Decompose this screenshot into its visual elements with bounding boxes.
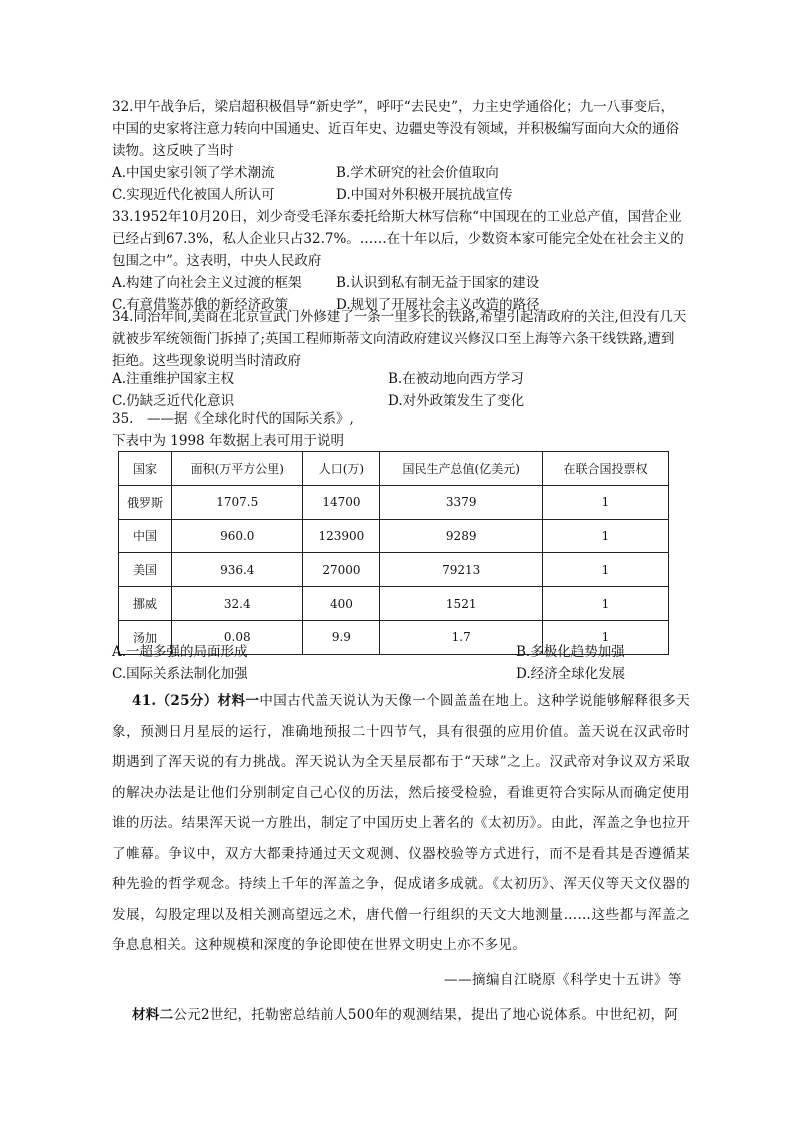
question-34-options bbox=[112, 368, 687, 412]
table-cell: 汤加 bbox=[119, 620, 172, 654]
option-a: A.中国史家引领了学术潮流 bbox=[112, 165, 275, 181]
table-cell: 俄罗斯 bbox=[119, 485, 172, 519]
question-35-stem: 下表中为 1998 年数据上表可用于说明 bbox=[112, 433, 344, 449]
data-table bbox=[118, 451, 669, 655]
option-d: D.对外政策发生了变化 bbox=[388, 393, 525, 409]
table-cell: 9289 bbox=[380, 519, 543, 553]
table-header-row bbox=[119, 452, 669, 486]
table-row bbox=[119, 485, 669, 519]
question-32 bbox=[112, 96, 687, 162]
table-cell: 14700 bbox=[303, 485, 380, 519]
table-cell: 27000 bbox=[303, 553, 380, 587]
option-b: B.在被动地向西方学习 bbox=[388, 371, 524, 387]
option-d: D.中国对外积极开展抗战宣传 bbox=[336, 187, 513, 203]
table-header: 国民生产总值(亿美元) bbox=[380, 452, 543, 486]
table-cell: 1707.5 bbox=[172, 485, 303, 519]
table-header: 国家 bbox=[119, 452, 172, 486]
question-41-label: 41.（25分）材料一 bbox=[132, 693, 260, 709]
material-2-label: 材料二 bbox=[132, 1007, 174, 1023]
table-cell: 1 bbox=[542, 553, 668, 587]
option-b: B.学术研究的社会价值取向 bbox=[336, 165, 499, 181]
material-1-source: ——摘编自江晓原《科学史十五讲》等 bbox=[444, 972, 682, 988]
table-cell: 400 bbox=[303, 587, 380, 621]
question-32-options bbox=[112, 162, 687, 206]
table-cell: 挪威 bbox=[119, 587, 172, 621]
option-a: A.构建了向社会主义过渡的框架 bbox=[112, 275, 302, 291]
table-cell: 936.4 bbox=[172, 553, 303, 587]
option-d: D.规划了开展社会主义改造的路径 bbox=[336, 297, 540, 313]
table-cell: 1 bbox=[542, 587, 668, 621]
table-header: 在联合国投票权 bbox=[542, 452, 668, 486]
question-35-source: 35. ——据《全球化时代的国际关系》, bbox=[112, 411, 354, 427]
option-c: C.国际关系法制化加强 bbox=[112, 666, 248, 682]
table-cell: 32.4 bbox=[172, 587, 303, 621]
question-41-material-1 bbox=[112, 686, 690, 961]
option-b: B.多极化趋势加强 bbox=[516, 644, 625, 660]
table-cell: 1521 bbox=[380, 587, 543, 621]
table-cell: 123900 bbox=[303, 519, 380, 553]
table-cell: 中国 bbox=[119, 519, 172, 553]
table-cell: 1 bbox=[542, 485, 668, 519]
question-34-stem: 34.同治年间,美商在北京宣武门外修建了一条一里多长的铁路,希望引起清政府的关注,但没有几天就被步军统领衙门拆掉了;英国工程师斯蒂文向清政府建议兴修汉口至上海等六条干线铁路,遭到拒绝。这些现象说明当时清政府 bbox=[112, 309, 687, 369]
option-a: A.一超多强的局面形成 bbox=[112, 644, 248, 660]
table-row bbox=[119, 553, 669, 587]
option-d: D.经济全球化发展 bbox=[516, 666, 626, 682]
question-34 bbox=[112, 306, 687, 372]
question-35-options bbox=[112, 641, 687, 685]
option-b: B.认识到私有制无益于国家的建设 bbox=[336, 275, 540, 291]
option-c: C.有意借鉴苏俄的新经济政策 bbox=[112, 297, 289, 313]
table-cell: 960.0 bbox=[172, 519, 303, 553]
table-cell: 1.7 bbox=[380, 620, 543, 654]
question-32-stem: 32.甲午战争后，梁启超积极倡导“新史学”，呼吁“去民史”，力主史学通俗化；九一八事变后，中国的史家将注意力转向中国通史、近百年史、边疆史等没有领域，并积极编写面向大众的通俗读物。这反映了当时 bbox=[112, 99, 679, 159]
table-cell: 1 bbox=[542, 519, 668, 553]
table-cell: 1 bbox=[542, 620, 668, 654]
option-a: A.注重维护国家主权 bbox=[112, 371, 235, 387]
question-41-material-2 bbox=[112, 1000, 690, 1031]
table-row bbox=[119, 587, 669, 621]
table-header: 面积(万平方公里) bbox=[172, 452, 303, 486]
table-row bbox=[119, 519, 669, 553]
option-c: C.实现近代化被国人所认可 bbox=[112, 187, 275, 203]
question-33-stem: 33.1952年10月20日，刘少奇受毛泽东委托给斯大林写信称“中国现在的工业总产值，国营企业已经占到67.3%，私人企业只占32.7%。……在十年以后，少数资本家可能完全处在社会主义的包围之中”。这表明，中央人民政府 bbox=[112, 209, 684, 269]
material-1-text: 中国古代盖天说认为天像一个圆盖盖在地上。这种学说能够解释很多天象，预测日月星辰的运行，准确地预报二十四节气，具有很强的应用价值。盖天说在汉武帝时期遇到了浑天说的有力挑战。浑天说认为全天星辰都布于“天球”之上。汉武帝对争议双方采取的解决办法是让他们分别制定自己心仪的历法，然后接受检验，看谁更符合实际从而确定使用谁的历法。结果浑天说一方胜出，制定了中国历史上著名的《太初历》。由此，浑盖之争也拉开了帷幕。争议中，双方大都秉持通过天文观测、仪器校验等方式进行，而不是看其是否遵循某种先验的哲学观念。持续上千年的浑盖之争，促成诸多成就。《太初历》、浑天仪等天文仪器的发展，勾股定理以及相关测高望远之术，唐代僧一行组织的天文大地测量……这些都与浑盖之争息息相关。这种规模和深度的争论即使在世界文明史上亦不多见。 bbox=[112, 693, 690, 953]
question-35 bbox=[112, 408, 687, 452]
material-2-text: 公元2世纪，托勒密总结前人500年的观测结果，提出了地心说体系。中世纪初，阿 bbox=[173, 1007, 679, 1023]
table-cell: 3379 bbox=[380, 485, 543, 519]
option-c: C.仍缺乏近代化意识 bbox=[112, 393, 235, 409]
table-cell: 9.9 bbox=[303, 620, 380, 654]
table-cell: 0.08 bbox=[172, 620, 303, 654]
table-cell: 美国 bbox=[119, 553, 172, 587]
table-header: 人口(万) bbox=[303, 452, 380, 486]
question-33 bbox=[112, 206, 687, 272]
table-cell: 79213 bbox=[380, 553, 543, 587]
